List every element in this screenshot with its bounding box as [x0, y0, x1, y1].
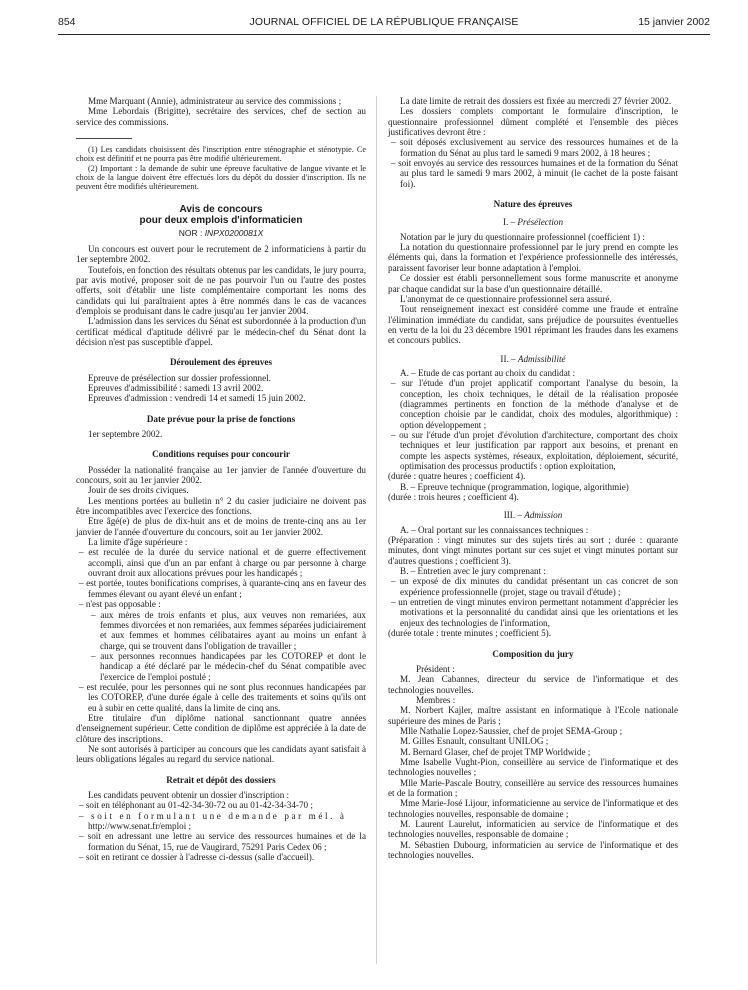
paragraph: Les dossiers complets comportant le formulaire d'inscription, le questionnaire professionnel dûment complété et l'ensemble des pièces justificatives devront être :: [388, 106, 678, 138]
paragraph: (durée : trois heures ; coefficient 4).: [388, 492, 519, 503]
subsection-heading: [388, 510, 678, 520]
jury-member: M. Laurent Laurelut, informaticien au service de l'informatique et des technologies nouvelles, responsable de domaine ;: [388, 819, 678, 840]
list-item: – soit en téléphonant au 01-42-34-30-72 ou au 01-42-34-34-70 ;: [79, 800, 313, 811]
right-column: [388, 96, 678, 860]
list-item: – est reculée de la durée du service national et de guerre effectivement accompli, ainsi que d'un an par enfant à charge ou par personne à charge ouvrant droit aux allocations prévues pour les handicapés ;: [79, 547, 366, 579]
page-number: 854: [58, 16, 76, 28]
paragraph: La notation du questionnaire professionnel par le jury prend en compte les éléments qui, dans la formation et l'expérience professionnelle des intéressés, paraissent favoriser leur bonne adaptation à l'emploi.: [388, 242, 678, 273]
left-column: [76, 96, 366, 862]
subsection-title: Admissibilité: [517, 353, 566, 364]
subsection-title: Admission: [524, 510, 563, 521]
paragraph: Epreuves d'admission : vendredi 14 et samedi 15 juin 2002.: [88, 393, 306, 404]
header-rule: [58, 34, 710, 35]
jury-role: Membres :: [416, 694, 456, 705]
list-item: – est reculée, pour les personnes qui ne sont plus reconnues handicapées par les COTOREP, d'une durée égale à celle des traitements et soins qu'ils ont eu à subir en cette qualité, dans la limite de cinq ans.: [79, 681, 366, 713]
paragraph: (Préparation : vingt minutes sur des sujets tirés au sort ; durée : quarante minutes, dont vingt minutes portant sur ces sujet et vingt minutes portant sur d'autres questions ; coefficient 3).: [388, 535, 678, 566]
paragraph: A. – Etude de cas portant au choix du candidat :: [400, 367, 576, 378]
section-heading: Conditions requises pour concourir: [152, 449, 290, 460]
jury-member: Mme Marie-José Lijour, informaticienne au service de l'informatique et des technologies nouvelles, responsable de domaine ;: [388, 798, 678, 819]
subsection-heading: [388, 217, 678, 227]
paragraph: Etre âgé(e) de plus de dix-huit ans et de moins de trente-cinq ans au 1er janvier de l'année d'ouverture du concours, soit au 1er janvier 2002.: [76, 516, 366, 537]
list-item: – soit en formulant une demande par mél. à: [79, 810, 347, 821]
paragraph: 1er septembre 2002.: [88, 429, 163, 440]
paragraph: Epreuve de présélection sur dossier professionnel.: [88, 372, 271, 383]
subsection-number: III. –: [503, 510, 525, 521]
list-item: – sur l'étude d'un projet applicatif comportant l'analyse du besoin, la conception, les choix techniques, le détail de la réalisation proposée (diagrammes pertinents en fonction de la méthode d'analyse et de conception choisie par le candidat, choix des modules, algorithmique) : option développement ;: [391, 378, 678, 430]
paragraph: Ce dossier est établi personnellement sous forme manuscrite et anonyme par chaque candidat sur la base d'un questionnaire détaillé.: [388, 273, 678, 294]
list-item: – soit en adressant une lettre au service des ressources humaines et de la formation du Sénat, 15, rue de Vaugirard, 75291 Paris Cedex 06 ;: [79, 831, 366, 852]
page-header: [58, 16, 710, 32]
footnote: (2) Important : la demande de subir une épreuve facultative de langue vivante et le choix de la langue doivent être effectués lors du dépôt du dossier d'inscription. Ils ne peuvent être modifiés ultérieurement.: [76, 163, 366, 192]
paragraph: La date limite de retrait des dossiers est fixée au mercredi 27 février 2002.: [400, 96, 672, 106]
list-item: – soit déposés exclusivement au service des ressources humaines et de la formation du Sénat au plus tard le samedi 9 mars 2002, à 18 heures ;: [391, 137, 678, 158]
paragraph: L'anonymat de ce questionnaire professionnel sera assuré.: [400, 293, 612, 304]
list-item: – soit envoyés au service des ressources humaines et de la formation du Sénat au plus tard le samedi 9 mars 2002, à minuit (le cachet de la poste faisant foi).: [391, 158, 678, 189]
list-item: – n'est pas opposable :: [79, 599, 161, 610]
paragraph: Un concours est ouvert pour le recrutement de 2 informaticiens à partir du 1er septembre 2002.: [76, 243, 366, 265]
nor-code: INPX0200081X: [204, 227, 264, 238]
paragraph: Epreuves d'admissibilité : samedi 13 avril 2002.: [88, 382, 264, 393]
notice-subtitle: pour deux emplois d'informaticien: [139, 214, 303, 226]
paragraph: Toutefois, en fonction des résultats obtenus par les candidats, le jury pourra, par avis motivé, proposer soit de ne pas pourvoir l'un ou l'autre des postes offerts, soit d'établir une liste complémentaire comportant les noms des candidats qui lui paraîtraient aptes à être nommés dans le cas de vacances d'emplois se produisant dans le cadre jusqu'au 1er janvier 2004.: [76, 264, 366, 316]
nor-label: NOR :: [178, 227, 205, 238]
paragraph: Notation par le jury du questionnaire professionnel (coefficient 1) :: [400, 231, 645, 242]
paragraph: Les candidats peuvent obtenir un dossier d'inscription :: [88, 790, 290, 801]
footnote-rule: [76, 138, 132, 139]
list-item: – un entretien de vingt minutes environ permettant notamment d'apprécier les motivations et la personnalité du candidat ainsi que les orientations et les enjeux des technologies de l'information,: [391, 597, 678, 628]
paragraph: (durée : quatre heures ; coefficient 4).: [388, 471, 526, 482]
footnote: (1) Les candidats choisissent dès l'inscription entre sténographie et sténotypie. Ce choix est définitif et ne pourra pas être modifié ultérieurement.: [76, 145, 366, 164]
list-item: – un exposé de dix minutes du candidat présentant un cas concret de son expérience professionnelle (projet, stage ou travail d'étude) ;: [391, 576, 678, 597]
list-item: – est portée, toutes bonifications comprises, à quarante-cinq ans en faveur des femmes élevant ou ayant élevé un enfant ;: [79, 578, 366, 599]
paragraph: Etre titulaire d'un diplôme national sanctionnant quatre années d'enseignement supérieur. Cette condition de diplôme est appréciée à la date de clôture des inscriptions.: [76, 712, 366, 744]
jury-member: M. Jean Cabannes, directeur du service de l'informatique et des technologies nouvelles.: [388, 674, 678, 695]
paragraph: Mme Lebordais (Brigitte), secrétaire des services, chef de section au service des commissions.: [76, 106, 366, 127]
jury-role: Président :: [416, 663, 455, 674]
paragraph: Posséder la nationalité française au 1er janvier de l'année d'ouverture du concours, soit au 1er janvier 2002.: [76, 464, 366, 486]
paragraph: Les mentions portées au bulletin n° 2 du casier judiciaire ne doivent pas être incompatibles avec l'exercice des fonctions.: [76, 495, 366, 517]
jury-member: M. Norbert Kajler, maître assistant en informatique à l'Ecole nationale supérieure des mines de Paris ;: [388, 705, 678, 726]
jury-member: M. Gilles Esnault, consultant UNILOG ;: [400, 736, 549, 747]
nor-reference: [76, 228, 366, 238]
list-item: – aux personnes reconnues handicapées par les COTOREP et dont le handicap a été déclaré par le médecin-chef du Sénat compatible avec l'exercice de l'emploi postulé ;: [91, 650, 366, 682]
journal-title: JOURNAL OFFICIEL DE LA RÉPUBLIQUE FRANÇAISE: [249, 16, 519, 28]
section-heading: Date prévue pour la prise de fonctions: [146, 413, 296, 424]
jury-member: Mlle Marie-Pascale Boutry, conseillère au service des ressources humaines et de la formation ;: [388, 777, 678, 798]
list-item: – ou sur l'étude d'un projet d'évolution d'architecture, comportant des choix techniques et leur justification par rapport aux besoins, et prenant en compte les aspects systèmes, réseaux, exploitation, déploiement, sécurité, optimisation des processus productifs : option exploitation,: [391, 429, 678, 471]
jury-member: M. Bernard Glaser, chef de projet TMP Worldwide ;: [400, 746, 591, 757]
paragraph: L'admission dans les services du Sénat est subordonnée à la production d'un certificat médical d'aptitude délivré par le médecin-chef du Sénat dont la décision n'est pas susceptible d'appel.: [76, 316, 366, 347]
paragraph: A. – Oral portant sur les connaissances techniques :: [400, 524, 589, 535]
list-item: – soit en retirant ce dossier à l'adresse ci-dessus (salle d'accueil).: [79, 852, 315, 863]
subsection-number: II. –: [500, 353, 518, 364]
section-heading: Nature des épreuves: [493, 199, 573, 210]
subsection-number: I. –: [502, 217, 518, 228]
section-heading: Retrait et dépôt des dossiers: [166, 774, 276, 785]
paragraph: Tout renseignement inexact est considéré comme une fraude et entraîne l'élimination immédiate du candidat, sans préjudice de poursuites éventuelles en vertu de la loi du 23 décembre 1901 réprimant les fraudes dans les examens et concours publics.: [388, 304, 678, 346]
notice-title: Avis de concours: [179, 203, 263, 215]
paragraph: Ne sont autorisés à participer au concours que les candidats ayant satisfait à leurs obligations légales au regard du service national.: [76, 743, 366, 765]
jury-member: Mme Isabelle Vught-Pion, conseillère au service de l'informatique et des technologies nouvelles ;: [388, 756, 678, 778]
paragraph: Jouir de ses droits civiques.: [88, 485, 189, 496]
section-heading: Composition du jury: [492, 648, 574, 659]
jury-member: M. Sébastien Dubourg, informaticien au service de l'informatique et des technologies nouvelles.: [388, 839, 678, 861]
jury-member: Mlle Nathalie Lopez-Saussier, chef de projet SEMA-Group ;: [400, 725, 623, 736]
paragraph: B. – Entretien avec le jury comprenant :: [400, 566, 546, 577]
issue-date: 15 janvier 2002: [638, 16, 710, 28]
subsection-heading: [388, 354, 678, 364]
paragraph: La limite d'âge supérieure :: [88, 537, 188, 548]
column-divider: [376, 96, 377, 964]
paragraph: Mme Marquant (Annie), administrateur au service des commissions ;: [88, 96, 342, 106]
paragraph: (durée totale : trente minutes ; coefficient 5).: [388, 628, 552, 639]
website-link[interactable]: http://www.senat.fr/emploi ;: [88, 821, 192, 832]
subsection-title: Présélection: [517, 217, 564, 228]
paragraph: B. – Epreuve technique (programmation, logique, algorithmie): [400, 481, 629, 492]
section-heading: Déroulement des épreuves: [169, 357, 273, 368]
list-item: – aux mères de trois enfants et plus, aux veuves non remariées, aux femmes divorcées et non remariées, aux femmes séparées judiciairement et aux femmes et hommes célibataires ayant au moins un enfant à charge, qui se trouvent dans l'obligation de travailler ;: [91, 609, 366, 651]
